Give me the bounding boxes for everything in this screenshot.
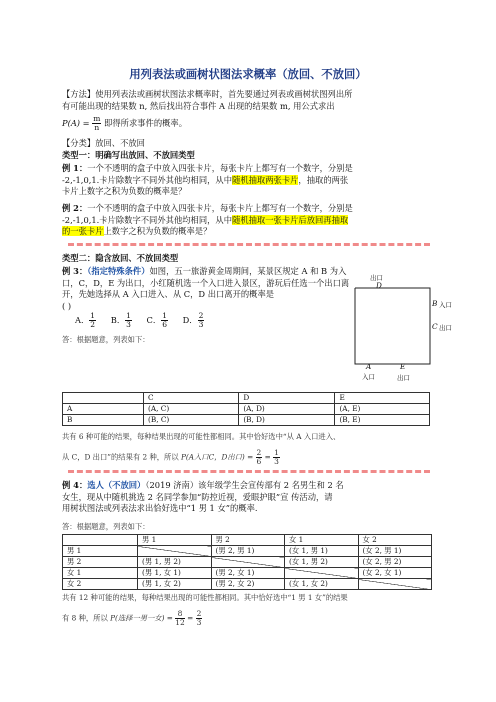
category-line: 【分类】放回、不放回 (62, 138, 145, 148)
ex3-conclusion (62, 431, 442, 466)
ex2-line1: 一个不透明的盒子中放入四张卡片，每张卡片上都写有一个数字，分别是 (87, 203, 353, 213)
table-row (63, 415, 430, 426)
table-cell: (A, C) (144, 404, 239, 415)
ex1-highlight: 随机抽取两张卡片 (232, 174, 299, 185)
ex3-fraction2 (273, 449, 280, 466)
table-cell: (A, D) (239, 404, 335, 415)
ex3-eq: = (264, 452, 271, 461)
ex2-label: 例 2： (62, 203, 88, 213)
ex4-fraction1 (175, 610, 185, 627)
ex4-line1: （2019 济南）该年级学生会宣传部有 2 名男生和 2 名 (145, 480, 344, 490)
fraction-numerator: m (93, 114, 101, 123)
table-cell: (男 1, 女 1) (138, 568, 212, 579)
ex1-line2b: ，抽取的两张 (298, 174, 349, 185)
table-row (63, 579, 432, 590)
table-cell: 女 2 (63, 579, 138, 590)
ex2-highlight1: 随机抽取一张卡片后放回再抽取 (232, 214, 349, 225)
table-cell: (男 2, 女 1) (211, 568, 285, 579)
exit-c-label: 出口 (439, 324, 452, 332)
table-cell: (B, E) (335, 415, 430, 426)
table-row (63, 404, 430, 415)
formula-fraction (92, 115, 101, 132)
ex3-concl1: 共有 6 种可能的结果，每种结果出现的可能性都相同。其中恰好选中“从 A 入口进入、 (62, 432, 341, 441)
ex3-label: 例 3： (62, 266, 88, 276)
table-header-row (63, 535, 432, 546)
ex4-line3: 用树状图法或列表法求出恰好选中“1 男 1 女”的概率. (62, 503, 258, 513)
table-cell: (男 2, 男 1) (211, 546, 285, 557)
scenic-area-diagram (342, 274, 452, 384)
fraction-denominator: n (94, 123, 100, 132)
table-cell: 男 2 (63, 557, 138, 568)
option-b-fraction (125, 312, 132, 329)
diagonal-cell (138, 546, 212, 557)
ex3-f1-num: 2 (256, 447, 262, 457)
table-row (63, 568, 432, 579)
ex4-f2-num: 2 (196, 608, 202, 618)
option-d-fraction (198, 312, 205, 329)
ex2-line3b: 上数字之积为负数的概率是？ (103, 226, 212, 236)
example2 (62, 203, 442, 238)
entrance-b-label: 入口 (439, 301, 452, 309)
ex3-fraction1 (256, 449, 263, 466)
table-cell: (A, E) (335, 404, 430, 415)
ex3-line1: 如图，五一旅游黄金周期间，某景区规定 A 和 B 为入 (149, 266, 347, 276)
table-header-cell (63, 535, 138, 546)
option-a-den: 2 (90, 320, 96, 329)
type1-heading: 类型一：明确写出放回、不放回类型 (62, 150, 195, 160)
option-c-fraction (161, 312, 168, 329)
ex4-formula: P(选择一男一女) = (110, 613, 173, 622)
option-a-label: A． (75, 315, 90, 325)
ex4-f2-den: 3 (196, 617, 202, 627)
ex3-f1-den: 6 (256, 456, 262, 466)
table-row (63, 557, 432, 568)
method-line1: 使用列表法或画树状图法求概率时，首先要通过列表或画树状图列出所 (95, 89, 353, 99)
ex2-line2a: -2,-1,0,1.卡片除数字不同外其他均相同，从中 (62, 214, 233, 225)
table-cell: 女 1 (63, 568, 138, 579)
table-header-cell: E (335, 393, 430, 404)
page-title: 用列表法或画树状图法求概率（放回、不放回） (129, 68, 367, 81)
table-header-cell: 女 1 (285, 535, 359, 546)
table-cell: B (63, 415, 144, 426)
method-line2: 有可能出现的结果数 n, 然后找出符合事件 A 出现的结果数 m, 用公式求出 (62, 100, 335, 111)
ex4-label: 例 4： (62, 480, 88, 490)
option-b-label: B． (110, 315, 126, 325)
formula-tail: 即得所求事件的概率。 (104, 118, 188, 128)
table-header-cell (63, 393, 144, 404)
method-paragraph (62, 89, 442, 132)
option-d-num: 2 (198, 311, 204, 320)
entrance-a-label: 入口 (362, 373, 375, 381)
students-table (62, 534, 432, 590)
option-b-num: 1 (126, 311, 131, 320)
ex4-concl2a: 有 8 种，所以 (62, 613, 108, 622)
ex3-answer-intro: 答：根据题意，列表如下： (62, 335, 150, 344)
ex3-line2: 口，C，D，E 为出口，小红随机选一个入口进入景区，游玩后任选一个出口离 (62, 277, 350, 288)
table-header-cell: 男 2 (211, 535, 285, 546)
section-divider-1 (68, 243, 430, 246)
table-header-cell: D (239, 393, 335, 404)
example4 (62, 480, 442, 515)
option-b-den: 3 (126, 320, 131, 329)
table-cell: (男 1, 女 2) (138, 579, 212, 590)
option-c-den: 6 (162, 320, 167, 329)
table-header-row (63, 393, 430, 404)
table-cell: (女 2, 男 2) (358, 557, 432, 568)
table-cell: (B, D) (239, 415, 335, 426)
option-a (75, 311, 96, 329)
point-a: A (366, 362, 372, 371)
point-e: E (400, 362, 406, 371)
ex4-line2: 女生，现从中随机挑选 2 名同学参加“防控近视，爱眼护眼”宣 传活动，请 (62, 491, 333, 502)
option-c-label: C． (146, 315, 162, 325)
table-header-cell: C (144, 393, 239, 404)
option-d (182, 311, 205, 329)
option-d-den: 3 (198, 320, 204, 329)
table-cell: (女 1, 男 1) (285, 546, 359, 557)
example1 (62, 163, 442, 198)
ex1-line2a: -2,-1,0,1.卡片除数字不同外其他均相同，从中 (62, 174, 233, 185)
diagonal-cell (211, 557, 285, 568)
option-c (146, 311, 168, 329)
ex1-line3: 卡片上数字之积为负数的概率是？ (62, 186, 187, 196)
table-header-cell: 男 1 (138, 535, 212, 546)
option-c-num: 1 (162, 311, 167, 320)
table-cell: (男 2, 女 2) (211, 579, 285, 590)
ex4-tag: 选人（不放回） (87, 480, 146, 490)
ex4-f1-num: 8 (175, 610, 185, 619)
point-d: D (376, 281, 382, 290)
ex3-concl2a: 从 C，D 出口”的结果有 2 种，所以 (62, 452, 179, 461)
table-cell: (女 2, 男 1) (358, 546, 432, 557)
ex3-paren: ( ) (62, 300, 72, 311)
option-b (110, 311, 132, 329)
ex3-f2-den: 3 (274, 456, 279, 466)
table-row (63, 546, 432, 557)
exit-e-label: 出口 (397, 374, 410, 382)
ex1-label: 例 1： (62, 163, 88, 173)
ex4-answer-intro: 答：根据题意，列表如下： (62, 522, 150, 531)
table-cell: 男 1 (63, 546, 138, 557)
table-cell: (女 1, 男 2) (285, 557, 359, 568)
ex4-fraction2 (196, 610, 203, 627)
table-cell: (B, C) (144, 415, 239, 426)
option-a-num: 1 (90, 311, 96, 320)
exit-d-label: 出口 (370, 274, 383, 282)
ex1-line1: 一个不透明的盒子中放入四张卡片，每张卡片上都写有一个数字，分别是 (87, 163, 353, 173)
method-label: 【方法】 (62, 89, 96, 99)
diagonal-cell (285, 568, 359, 579)
section-divider-2 (68, 470, 430, 473)
ex4-conclusion (62, 592, 442, 627)
ex4-f1-den: 12 (175, 617, 185, 627)
ex3-formula: P(A入口C，D出口) = (180, 452, 254, 461)
ex4-eq: = (187, 613, 194, 622)
table-cell: (男 1, 男 2) (138, 557, 212, 568)
ex2-highlight2: 的一张卡片 (62, 226, 104, 236)
type2-heading: 类型二：隐含放回、不放回类型 (62, 253, 179, 263)
table-cell: (女 1, 女 2) (285, 579, 359, 590)
option-a-fraction (89, 312, 96, 329)
option-d-label: D． (182, 315, 198, 325)
ex3-f2-num: 1 (274, 447, 279, 457)
ex3-line3: 开，先她选择从 A 入口进入、从 C，D 出口离开的概率是 (62, 289, 275, 299)
table-cell: A (63, 404, 144, 415)
scenic-area-outline (342, 276, 442, 384)
answer-options (75, 312, 204, 329)
table-header-cell: 女 2 (358, 535, 432, 546)
diagonal-cell (358, 579, 432, 590)
formula-left: P(A) = (62, 118, 90, 128)
point-b: B (432, 299, 438, 308)
ex4-concl1: 共有 12 种可能的结果，每种结果出现的可能性都相同。其中恰好选中“1 男 1 女”的结果 (62, 593, 348, 602)
point-c: C (432, 322, 438, 331)
table-cell: (女 2, 女 1) (358, 568, 432, 579)
ex3-tag: （指定特殊条件） (87, 266, 150, 276)
entrance-exit-table (62, 392, 430, 426)
